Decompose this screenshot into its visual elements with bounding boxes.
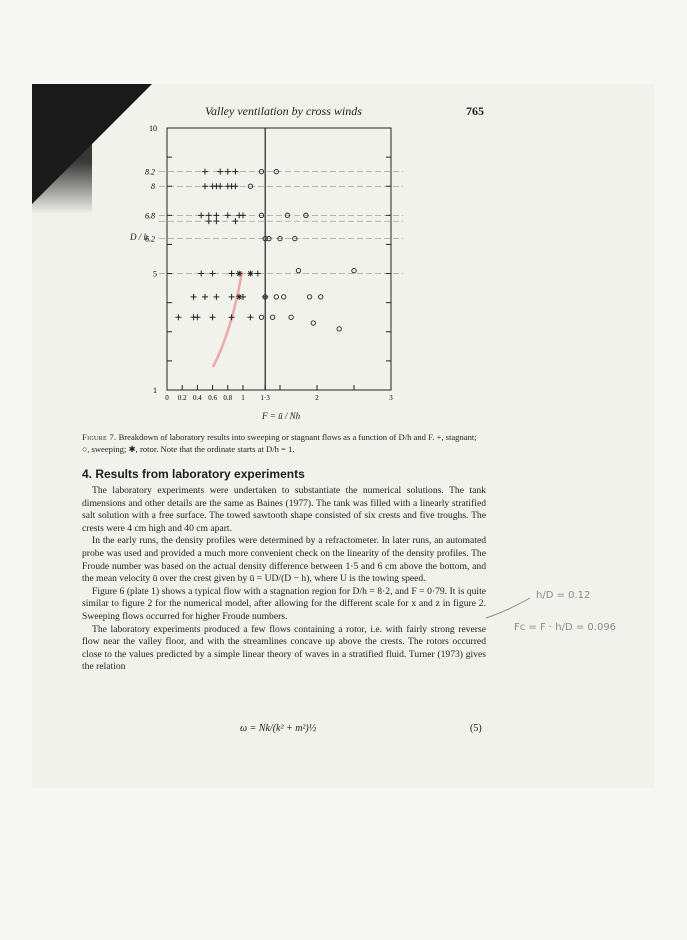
pink-highlight-stroke [213, 272, 242, 367]
x-tick-label: 0.6 [208, 394, 217, 402]
stagnant-point [198, 271, 204, 277]
x-tick-label: 3 [389, 394, 393, 402]
rotor-point [236, 294, 242, 300]
stagnant-point [213, 212, 219, 218]
stagnant-point [194, 314, 200, 320]
stagnant-point [229, 294, 235, 300]
margin-note-2: Fc = F · h/D = 0.096 [514, 622, 617, 633]
sweeping-point [289, 315, 293, 319]
sweeping-point [296, 268, 300, 272]
x-axis-label: F = ū / Nh [262, 411, 301, 421]
stagnant-point [240, 212, 246, 218]
rotor-point [236, 271, 242, 277]
y-axis-label [130, 232, 148, 242]
stagnant-point [175, 314, 181, 320]
page-number: 765 [466, 104, 484, 118]
sweeping-point [259, 315, 263, 319]
equation-5: ω = Nk/(k² + m²)½ [240, 723, 317, 734]
stagnant-point [210, 314, 216, 320]
sweeping-point [352, 268, 356, 272]
stagnant-point [210, 271, 216, 277]
caption-label: Figure 7. [82, 432, 117, 442]
handwritten-y-mark: 8.2 [145, 167, 155, 177]
sweeping-point [337, 327, 341, 331]
y-tick-label: 10 [149, 124, 157, 133]
stagnant-point [206, 212, 212, 218]
sweeping-point [311, 321, 315, 325]
stagnant-point [206, 218, 212, 224]
stagnant-point [198, 212, 204, 218]
figure-caption [82, 431, 486, 455]
sweeping-point [319, 295, 323, 299]
paragraph-4: The laboratory experiments produced a few flows containing a rotor, i.e. with fairly strong reverse flow near the valley floor, and with the streamlines concave up above the crests. The rotors occurred close to the values predicted by a simple linear theory of waves in a stratified fluid. Turner (1973) gives the relation [82, 623, 486, 673]
stagnant-point [217, 169, 223, 175]
y-axis-label-text: D / h [130, 232, 148, 242]
stagnant-point [202, 183, 208, 189]
stagnant-point [255, 271, 261, 277]
x-tick-label: 0.8 [223, 394, 233, 402]
paragraph-3: Figure 6 (plate 1) shows a typical flow with a stagnation region for D/h = 8·2, and F = 0·79. It is quite similar to figure 2 for the numerical model, after allowing for the different scale for x and z in figure 2. Sweeping flows occurred for higher Froude numbers. [82, 585, 486, 622]
paragraph-2: In the early runs, the density profiles were determined by a refractometer. In later runs, an automated probe was used and provided a much more convenient check on the linearity of the density profiles. The Froude number was based on the actual density difference between 1·5 and 6 cm above the bottom, and the mean velocity ū over the crest given by ū = UD/(D − h), where U is the towing speed. [82, 535, 486, 585]
stagnant-point [191, 294, 197, 300]
sweeping-point [282, 295, 286, 299]
stagnant-point [229, 271, 235, 277]
handwritten-y-mark: 6.2 [145, 234, 155, 244]
y-tick-label: 1 [153, 386, 157, 395]
stagnant-point [247, 314, 253, 320]
x-tick-label: 1 [241, 394, 245, 402]
stagnant-point [232, 183, 238, 189]
stagnant-point [232, 218, 238, 224]
section-heading: 4. Results from laboratory experiments [82, 467, 305, 481]
caption-text: Breakdown of laboratory results into sweeping or stagnant flows as a function of D/h and F. +, stagnant; ○, sweeping; ✱, rotor. Note that the ordinate starts at D/h = 1. [82, 432, 477, 454]
stagnant-point [217, 183, 223, 189]
stagnant-point [213, 218, 219, 224]
running-header: Valley ventilation by cross winds [205, 104, 362, 118]
stagnant-point [232, 169, 238, 175]
x-tick-label: 0.2 [177, 394, 187, 402]
body-text [82, 485, 486, 674]
sweeping-point [274, 295, 278, 299]
stagnant-point [213, 294, 219, 300]
sweeping-point [270, 315, 274, 319]
rotor-point [247, 271, 253, 277]
stagnant-point [225, 169, 231, 175]
stagnant-point [225, 212, 231, 218]
sweeping-point [307, 295, 311, 299]
handwritten-y-mark: 8 [151, 182, 155, 192]
x-tick-label: 0 [165, 394, 169, 402]
plot-frame [167, 128, 391, 390]
stagnant-point [202, 169, 208, 175]
equation-number: (5) [470, 723, 482, 734]
y-tick-label: 5 [153, 269, 157, 279]
x-tick-label: 0.4 [193, 394, 202, 402]
margin-note-1: h/D = 0.12 [536, 590, 591, 601]
x-tick-label: 1·3 [260, 394, 270, 402]
stagnant-point [202, 294, 208, 300]
x-tick-label: 2 [315, 394, 319, 402]
paragraph-1: The laboratory experiments were undertaken to substantiate the numerical solutions. The tank dimensions and other details are the same as Baines (1977). The tank was filled with a linearly stratified salt solution with a free surface. The towed sawtooth shape consisted of six crests and five troughs. The crests were 4 cm high and 40 cm apart. [82, 485, 486, 534]
handwritten-y-mark: 6.8 [145, 211, 155, 221]
